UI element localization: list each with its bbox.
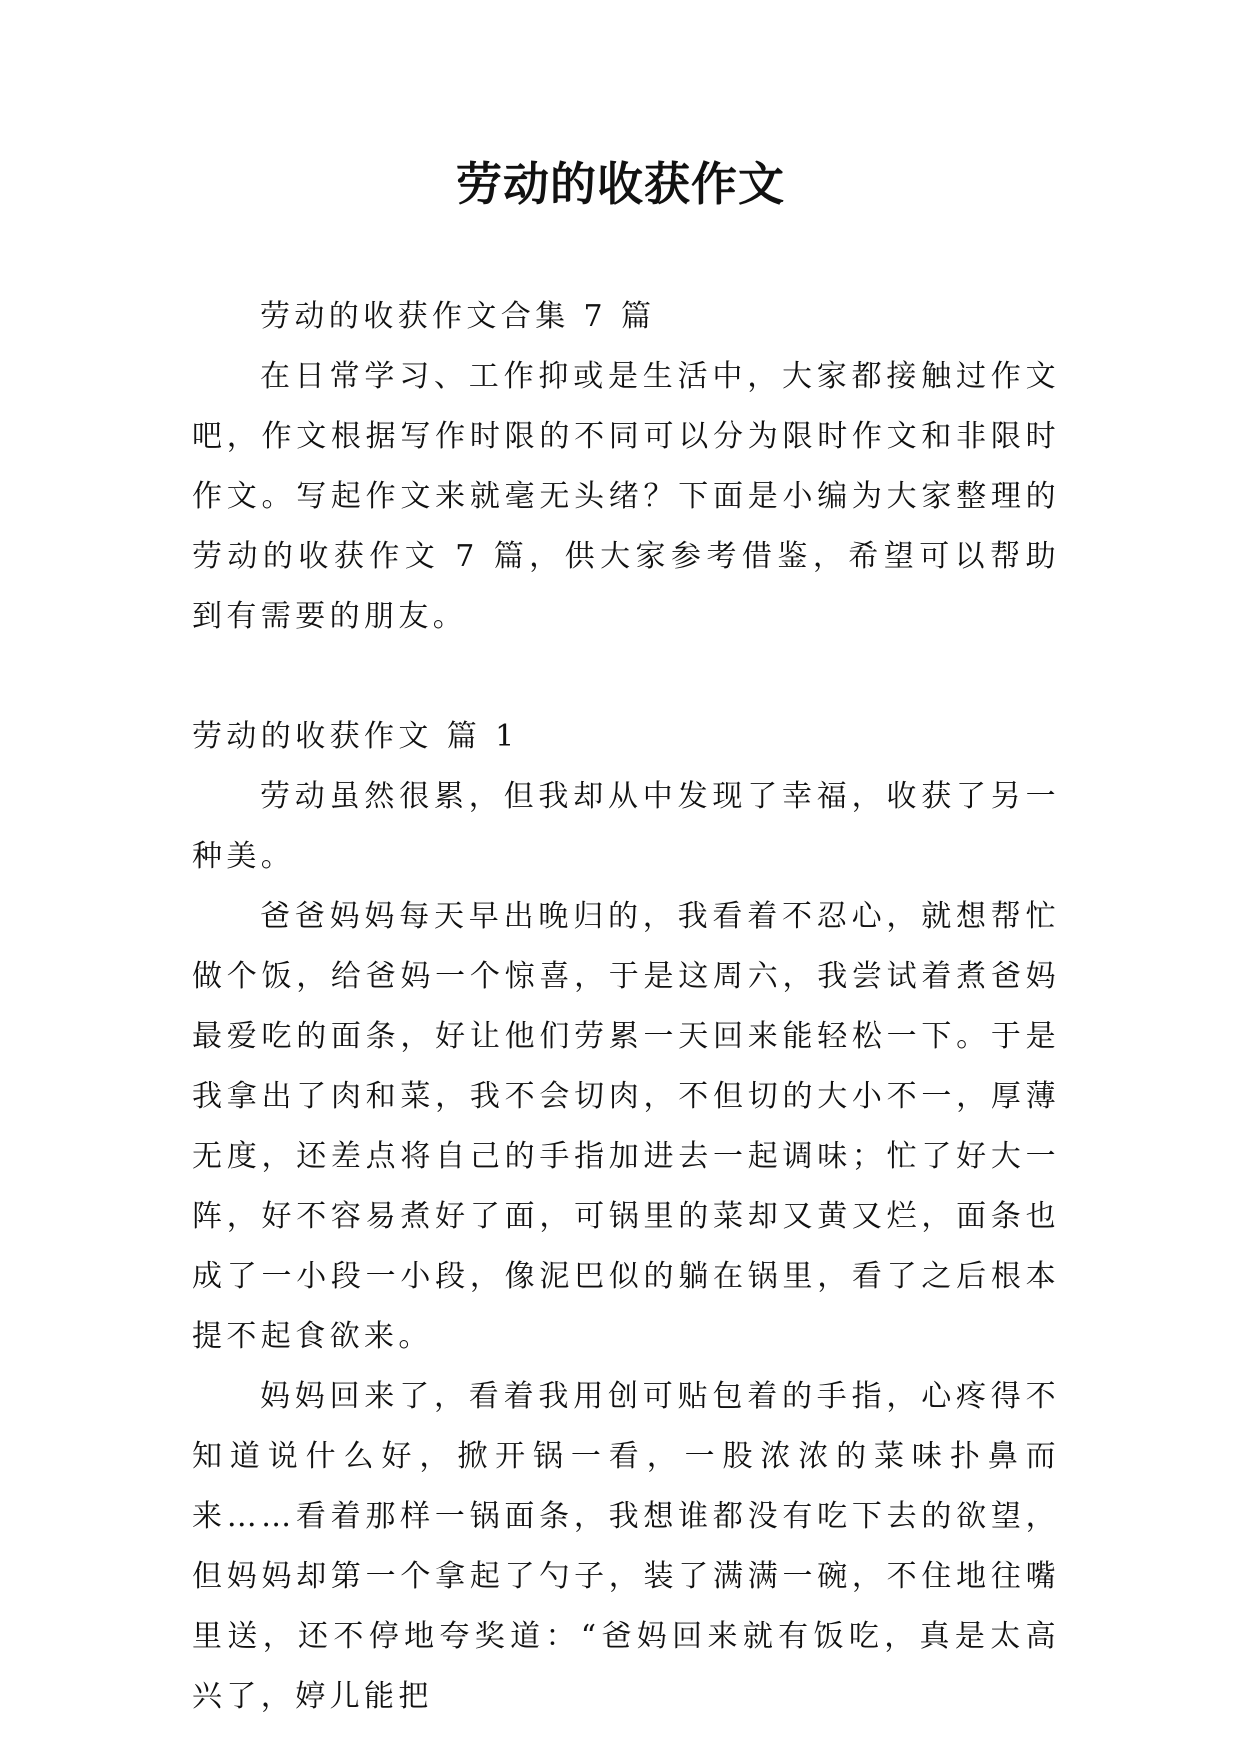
page-title: 劳动的收获作文 xyxy=(456,157,785,211)
document-body xyxy=(192,287,1060,1727)
body-paragraph: 劳动虽然很累，但我却从中发现了幸福，收获了另一种美。 xyxy=(192,779,1060,874)
intro-paragraph: 在日常学习、工作抑或是生活中，大家都接触过作文吧，作文根据写作时限的不同可以分为限时作文和非限时作文。写起作文来就毫无头绪？下面是小编为大家整理的劳动的收获作文 7 篇，供大家参考借鉴，希望可以帮助到有需要的朋友。 xyxy=(192,359,1060,634)
section-heading: 劳动的收获作文 篇 1 xyxy=(192,719,519,754)
body-paragraph: 爸爸妈妈每天早出晚归的，我看着不忍心，就想帮忙做个饭，给爸妈一个惊喜，于是这周六，我尝试着煮爸妈最爱吃的面条，好让他们劳累一天回来能轻松一下。于是我拿出了肉和菜，我不会切肉，不但切的大小不一，厚薄无度，还差点将自己的手指加进去一起调味；忙了好大一阵，好不容易煮好了面，可锅里的菜却又黄又烂，面条也成了一小段一小段，像泥巴似的躺在锅里，看了之后根本提不起食欲来。 xyxy=(192,899,1060,1354)
body-paragraph: 妈妈回来了，看着我用创可贴包着的手指，心疼得不知道说什么好，掀开锅一看，一股浓浓的菜味扑鼻而来……看着那样一锅面条，我想谁都没有吃下去的欲望，但妈妈却第一个拿起了勺子，装了满满一碗，不住地往嘴里送，还不停地夸奖道：“爸妈回来就有饭吃，真是太高兴了，婷儿能把 xyxy=(192,1379,1060,1714)
intro-heading: 劳动的收获作文合集 7 篇 xyxy=(260,299,656,334)
section-spacer xyxy=(192,647,1060,707)
